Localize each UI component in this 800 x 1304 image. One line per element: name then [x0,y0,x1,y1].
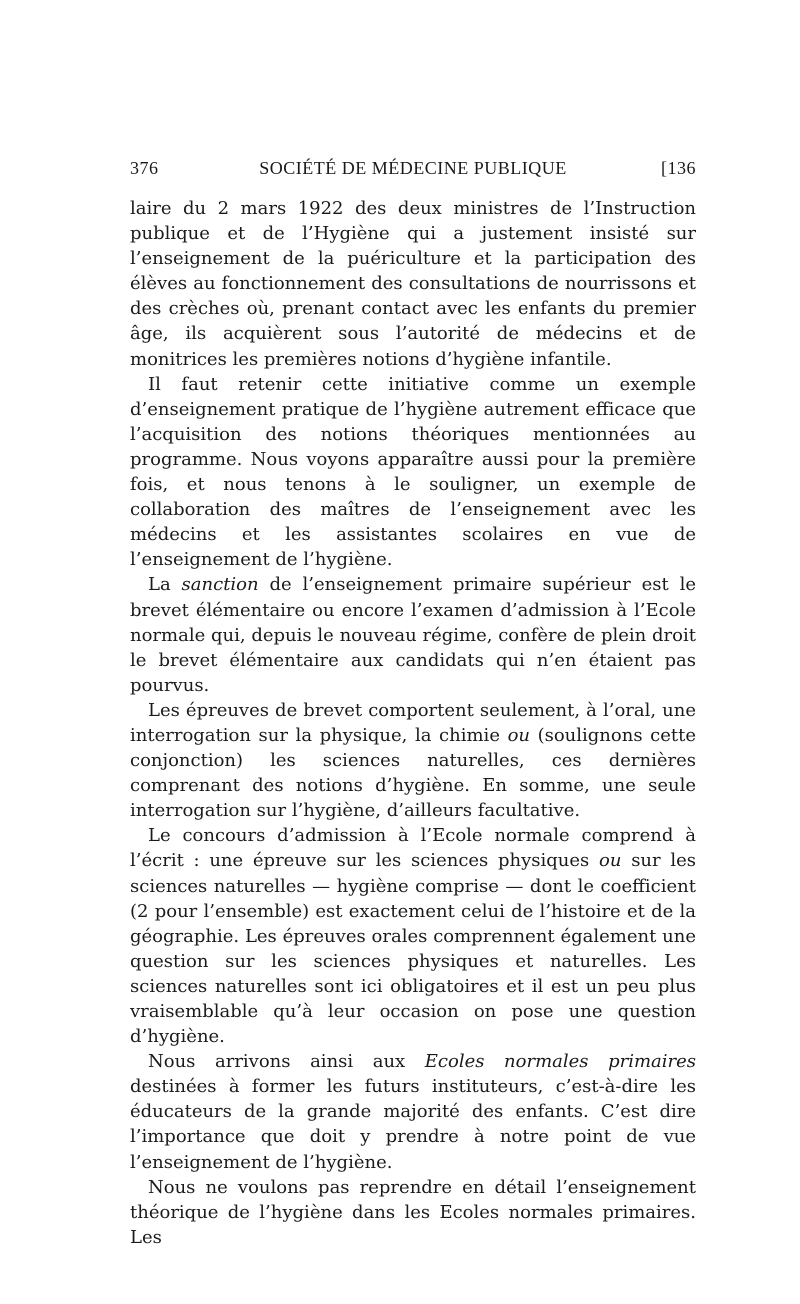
italic-text: ou [599,850,622,872]
paragraph [130,572,696,697]
page-number: 376 [130,158,159,178]
text-run: Nous arrivons ainsi aux [148,1051,425,1073]
paragraph [130,196,696,372]
italic-text: ou [507,724,530,746]
page-header [130,158,696,182]
text-run: La [148,574,182,596]
text-run: Les épreuves de brevet comportent seulement, à l’oral, une interrogation sur la physique, la chimie [130,699,696,746]
text-run: (soulignons cette conjonction) les sciences naturelles, ces dernières comprenant des notions d’hygiène. En somme, une seule interrogation sur l’hygiène, d’ailleurs facultative. [130,724,697,822]
text-run: de l’enseignement primaire supérieur est le brevet élémentaire ou encore l’examen d’admission à l’Ecole normale qui, depuis le nouveau régime, confère de plein droit le brevet élémentaire aux candidats qui n’en étaient pas pourvus. [130,574,697,696]
text-run: Nous ne voulons pas reprendre en détail l’enseignement théorique de l’hygiène dans les Ecoles normales primaires. Les [130,1176,696,1248]
paragraph [130,372,696,573]
text-run: destinées à former les futurs instituteurs, c’est-à-dire les éducateurs de la grande majorité des enfants. C’est dire l’importance que doit y prendre à notre point de vue l’enseignement de l’hygiène. [130,1076,696,1173]
section-number: [136 [661,158,696,178]
paragraph [130,1175,696,1250]
paragraph [130,823,696,1049]
body-text [130,196,696,1250]
running-title: SOCIÉTÉ DE MÉDECINE PUBLIQUE [259,158,567,178]
italic-text: Ecoles normales primaires [424,1051,697,1073]
paragraph [130,1049,696,1174]
text-run: Il faut retenir cette initiative comme un exemple d’enseignement pratique de l’hygiène autrement efficace que l’acquisition des notions théoriques mentionnées au programme. Nous voyons apparaître aussi pour la première fois, et nous tenons à le souligner, un exemple de collaboration des maîtres de l’enseignement avec les médecins et les assistantes scolaires en vue de l’enseignement de l’hygiène. [130,373,696,571]
paragraph [130,698,696,823]
text-run: laire du 2 mars 1922 des deux ministres de l’Instruction publique et de l’Hygiène qui a justement insisté sur l’enseignement de la puériculture et la participation des élèves au fonctionnement des consultations de nourrissons et des crèches où, prenant contact avec les enfants du premier âge, ils acquièrent sous l’autorité de médecins et de monitrices les premières notions d’hygiène infantile. [130,198,696,370]
italic-text: sanction [181,574,259,596]
text-run: sur les sciences naturelles — hygiène comprise — dont le coefficient (2 pour l’ensemble) est exactement celui de l’histoire et de la géographie. Les épreuves orales comprennent également une question sur les sciences physiques et naturelles. Les sciences naturelles sont ici obligatoires et il est un peu plus vraisemblable qu’à leur occasion on pose une question d’hygiène. [130,850,697,1048]
text-run: Le concours d’admission à l’Ecole normale comprend à l’écrit : une épreuve sur les sciences physiques [130,825,696,872]
